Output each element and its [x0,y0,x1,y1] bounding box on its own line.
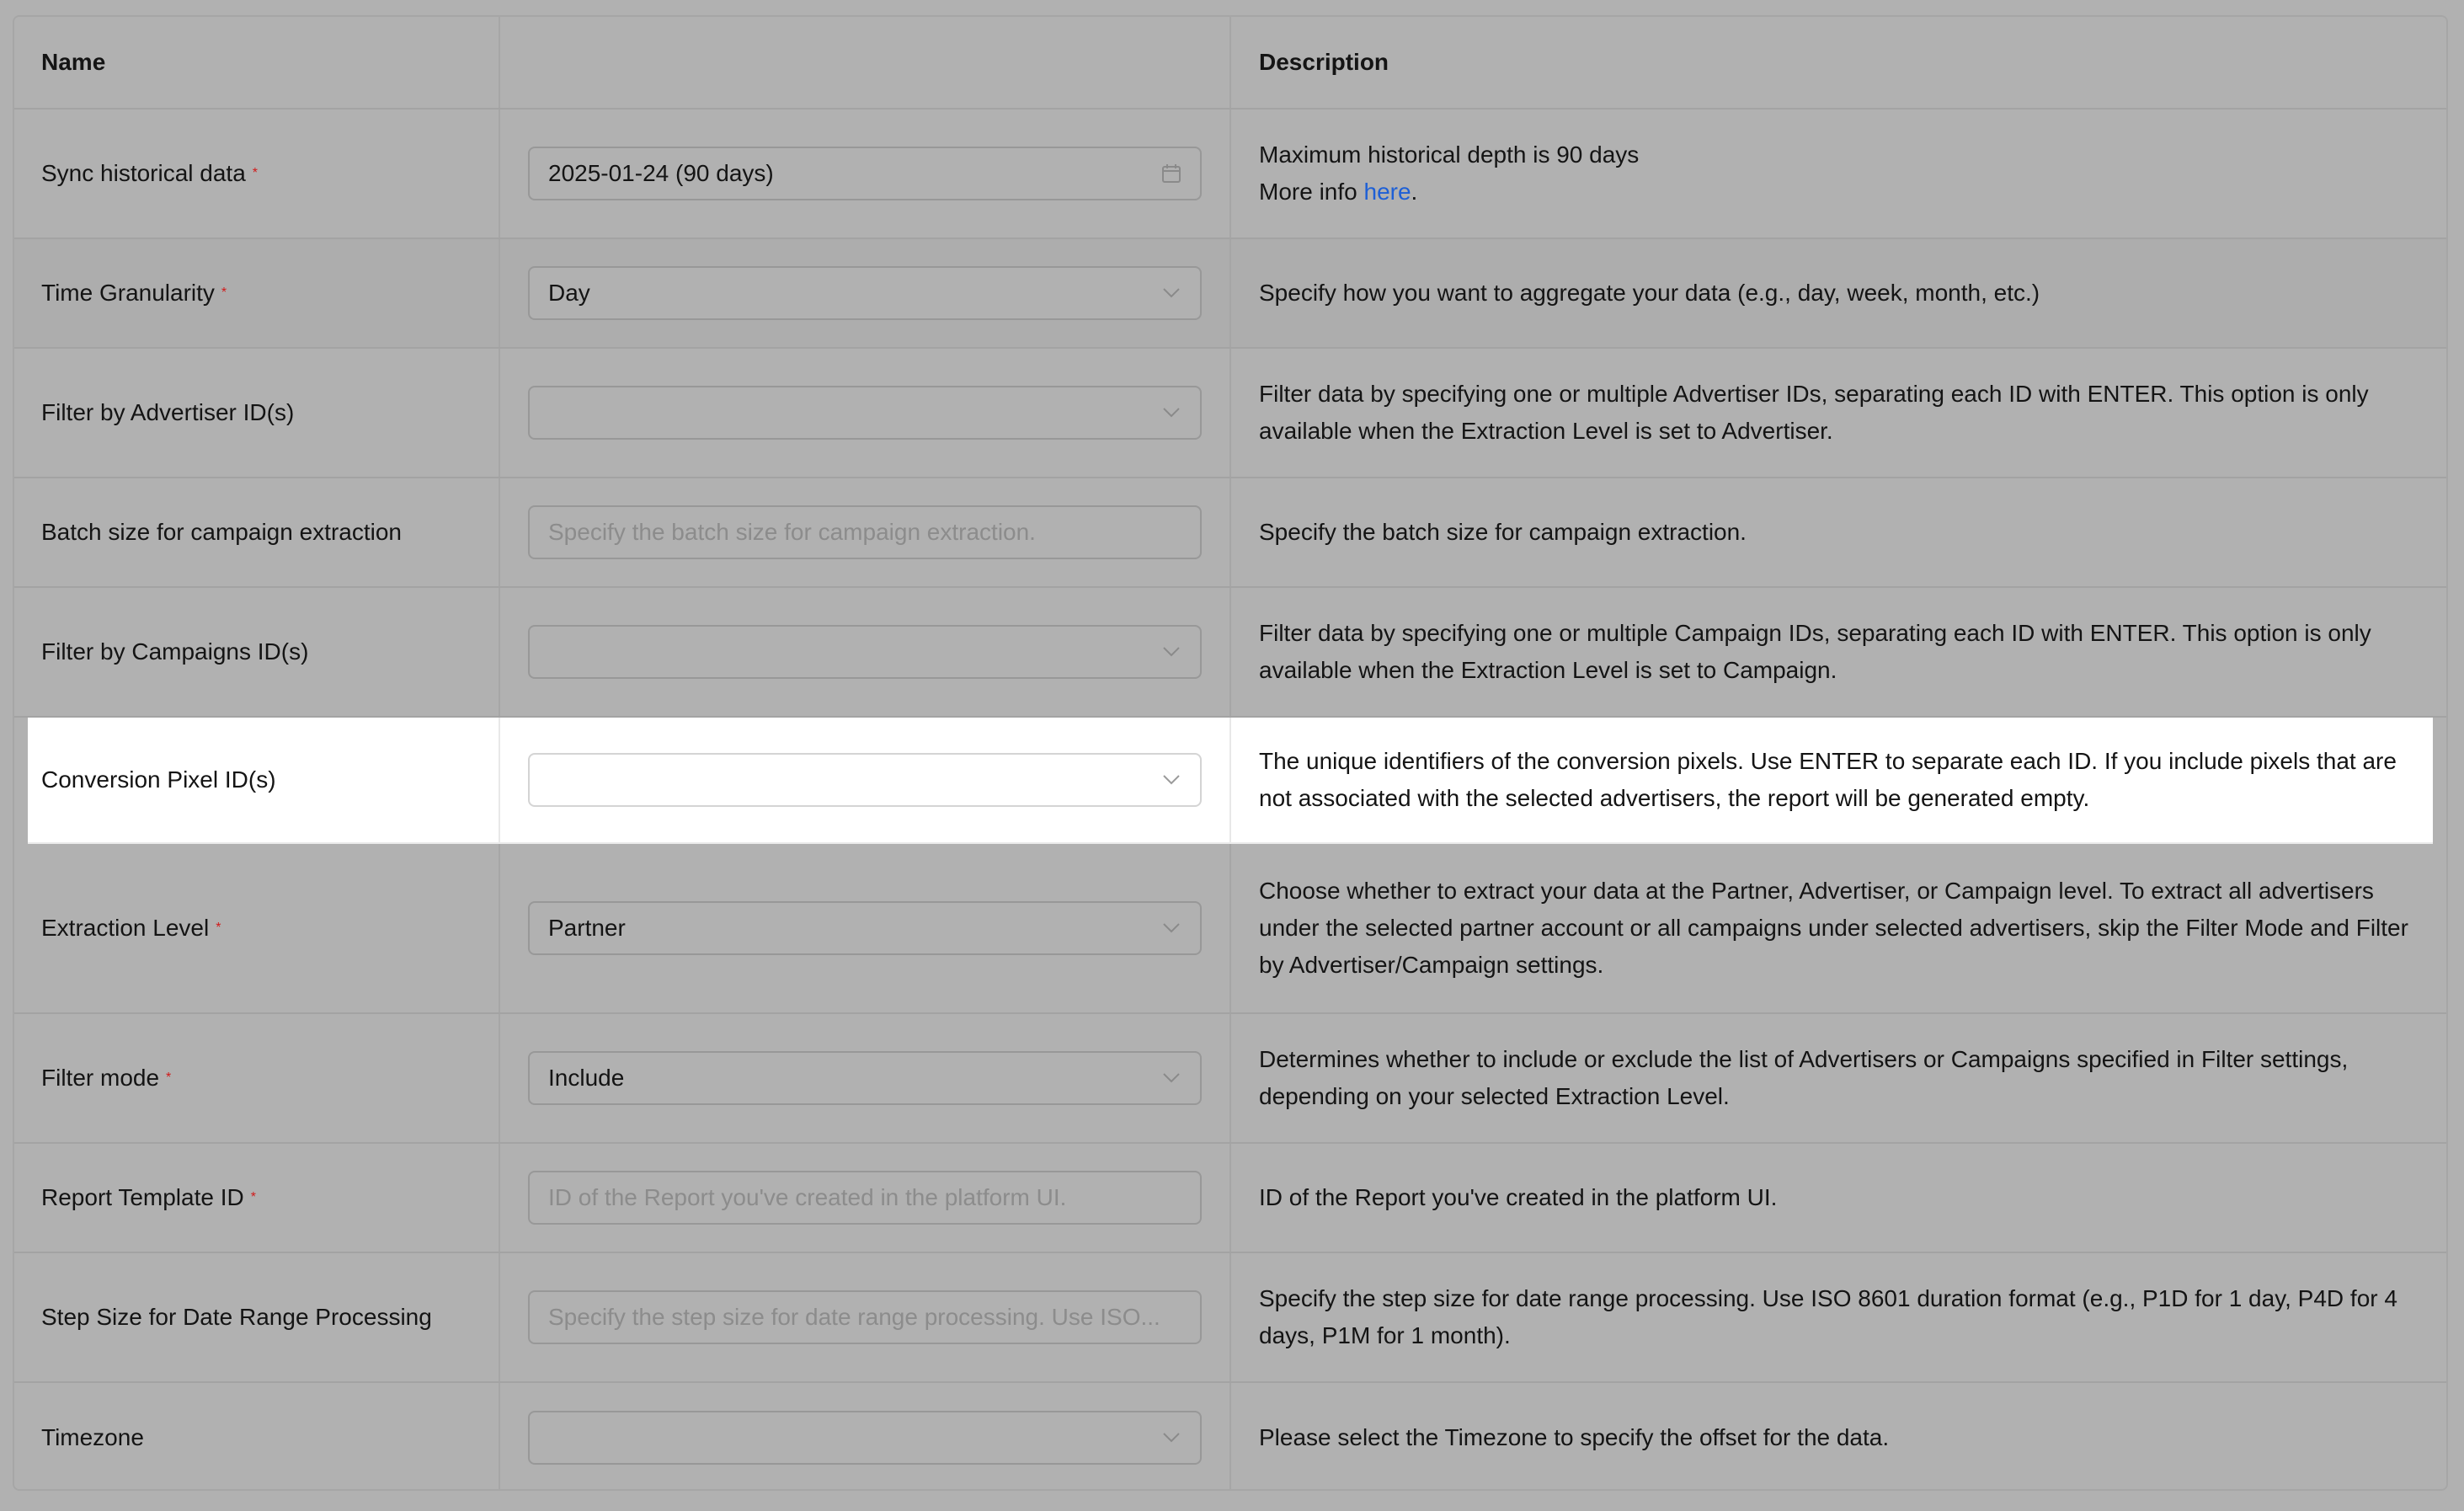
row-label: Extraction Level * [14,844,500,1012]
field-value: Day [548,280,590,306]
row-label: Time Granularity * [14,239,500,347]
row-description: The unique identifiers of the conversion pixels. Use ENTER to separate each ID. If you include pixels that are not associated with the selected advertisers, the report will be generated empty. [1259,748,2397,811]
header-name: Name [14,17,500,108]
row-description: Filter data by specifying one or multiple Advertiser IDs, separating each ID with ENTER. This option is only available when the Extraction Level is set to Advertiser. [1259,381,2369,444]
required-marker: * [221,286,227,300]
required-marker: * [252,166,259,180]
extraction-level-select[interactable] [528,901,1202,955]
chevron-down-icon [1160,640,1183,664]
more-info-link[interactable]: here [1363,179,1411,205]
timezone-select[interactable] [528,1411,1202,1465]
calendar-icon[interactable] [1160,162,1183,185]
required-marker: * [250,1190,256,1204]
field-value: Partner [548,915,626,941]
chevron-down-icon [1160,1426,1183,1450]
field-value: 2025-01-24 (90 days) [548,160,774,186]
required-marker: * [166,1071,172,1085]
table-row-conversion-pixel [28,718,2433,844]
row-label: Step Size for Date Range Processing [14,1253,500,1381]
table-row-extraction-level [14,844,2446,1014]
row-label: Filter mode * [14,1014,500,1142]
settings-table [13,15,2448,1491]
table-row-step-size [14,1253,2446,1383]
field-placeholder: Specify the step size for date range processing. Use ISO... [548,1304,1160,1330]
report-template-id-input[interactable] [528,1171,1202,1225]
row-label: Report Template ID * [14,1144,500,1252]
required-marker: * [216,921,221,935]
row-label: Filter by Campaigns ID(s) [14,588,500,716]
table-row-filter-mode [14,1014,2446,1144]
table-row-report-template-id [14,1144,2446,1253]
row-description: Please select the Timezone to specify the offset for the data. [1259,1424,1890,1450]
field-placeholder: Specify the batch size for campaign extraction. [548,519,1036,545]
row-description: Choose whether to extract your data at the Partner, Advertiser, or Campaign level. To extract all advertisers under the selected partner account or all campaigns under selected advertisers, skip the Filter Mode and Filter by Advertiser/Campaign settings. [1259,878,2408,978]
step-size-input[interactable] [528,1290,1202,1344]
row-description: Filter data by specifying one or multiple Campaign IDs, separating each ID with ENTER. This option is only available when the Extraction Level is set to Campaign. [1259,620,2371,683]
field-placeholder: ID of the Report you've created in the platform UI. [548,1184,1067,1210]
header-input [500,17,1231,108]
table-row-filter-advertiser [14,349,2446,478]
table-row-filter-campaigns [14,588,2446,718]
table-row-sync-historical-data [14,109,2446,239]
filter-mode-select[interactable] [528,1051,1202,1105]
row-label: Timezone [14,1383,500,1491]
advertiser-ids-select[interactable] [528,386,1202,440]
batch-size-input[interactable] [528,505,1202,559]
row-description: Specify the step size for date range processing. Use ISO 8601 duration format (e.g., P1D for 1 day, P4D for 4 days, P1M for 1 month). [1259,1285,2397,1348]
row-description: Determines whether to include or exclude the list of Advertisers or Campaigns specified in Filter settings, depending on your selected Extraction Level. [1259,1046,2349,1109]
chevron-down-icon [1160,768,1183,792]
row-label: Batch size for campaign extraction [14,478,500,586]
chevron-down-icon [1160,281,1183,305]
time-granularity-select[interactable] [528,266,1202,320]
table-row-timezone [14,1383,2446,1491]
sync-historical-date-picker[interactable] [528,147,1202,200]
row-label: Filter by Advertiser ID(s) [14,349,500,477]
conversion-pixel-select[interactable] [528,753,1202,807]
row-description: Specify the batch size for campaign extraction. [1259,519,1747,545]
field-value: Include [548,1065,625,1091]
chevron-down-icon [1160,916,1183,940]
row-label: Sync historical data * [14,109,500,238]
header-description: Description [1259,49,1389,75]
table-header [14,17,2446,109]
table-row-batch-size [14,478,2446,588]
table-row-time-granularity [14,239,2446,349]
row-label: Conversion Pixel ID(s) [28,718,500,842]
campaign-ids-select[interactable] [528,625,1202,679]
row-description: Specify how you want to aggregate your data (e.g., day, week, month, etc.) [1259,280,2040,306]
row-description: ID of the Report you've created in the platform UI. [1259,1184,1778,1210]
chevron-down-icon [1160,401,1183,424]
chevron-down-icon [1160,1066,1183,1090]
row-description: Maximum historical depth is 90 days More info here. [1259,141,1640,205]
